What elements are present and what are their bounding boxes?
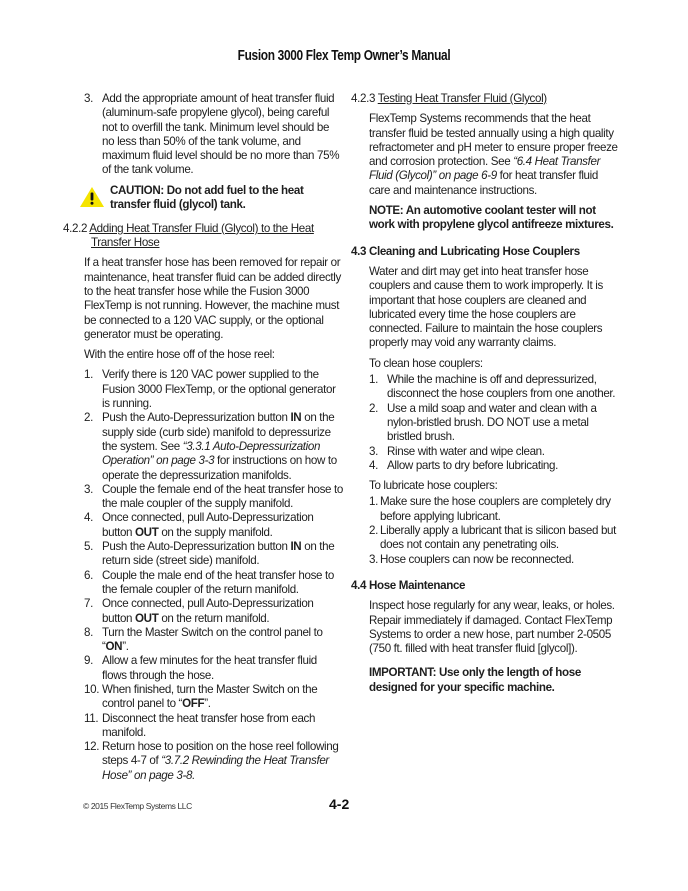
section-number: 4.2.3 bbox=[351, 92, 376, 105]
step-text: Verify there is 120 VAC power supplied to the Fusion 3000 FlexTemp, or the optional generator is running. bbox=[102, 368, 336, 411]
step-bold: OUT bbox=[135, 525, 159, 539]
step-text: When finished, turn the Master Switch on the control panel to “ bbox=[102, 682, 318, 711]
step-number: 8. bbox=[84, 625, 93, 639]
step-bold: ON bbox=[105, 640, 123, 654]
list-item bbox=[84, 626, 344, 655]
list-item bbox=[369, 402, 621, 445]
list-item bbox=[84, 92, 344, 178]
step-text: Disconnect the heat transfer hose from each manifold. bbox=[102, 711, 316, 739]
caution-text: CAUTION: Do not add fuel to the heat transfer fluid (glycol) tank. bbox=[110, 183, 304, 211]
steps-lead: With the entire hose off of the hose reel: bbox=[84, 348, 275, 362]
list-item bbox=[84, 597, 344, 626]
list-item bbox=[84, 411, 344, 482]
section-body bbox=[369, 112, 621, 198]
section-intro: Water and dirt may get into heat transfer hose couplers and cause them to work improperly. It is important that hose couplers are cleaned and lubricated every time the hose couplers are connected. Failure to maintain the hose couplers properly may void any warranty claims. bbox=[369, 264, 603, 350]
step-number: 2. bbox=[369, 524, 378, 538]
section-body: Inspect hose regularly for any wear, leaks, or holes. Repair immediately if damaged. Contact FlexTemp Systems to order a new hose, part number 2-0505 (750 ft. filled with heat transfer fluid [glycol]). bbox=[369, 599, 615, 656]
step-text: ”. bbox=[204, 697, 211, 711]
step-text: on the return manifold. bbox=[158, 611, 270, 625]
step-bold: OFF bbox=[182, 697, 205, 711]
step-number: 1. bbox=[369, 373, 378, 387]
step-text: Make sure the hose couplers are completely dry before applying lubricant. bbox=[380, 495, 611, 523]
step-text: Push the Auto-Depressurization button bbox=[102, 411, 291, 425]
step-text: Add the appropriate amount of heat transfer fluid (aluminum-safe propylene glycol), being careful not to overfill the tank. Minimum level should be no less than 50% of the tank volume, and maximum fluid level should be no more than 75% of the tank volume. bbox=[102, 92, 340, 177]
step-text: Once connected, pull Auto-Depressurization button bbox=[102, 597, 314, 625]
note-text: NOTE: An automotive coolant tester will not work with propylene glycol antifreeze mixtures. bbox=[369, 204, 614, 232]
step-number: 1. bbox=[369, 495, 378, 509]
step-number: 2. bbox=[84, 411, 93, 425]
section-4-2-3-heading bbox=[351, 92, 621, 106]
cross-reference-link[interactable]: “3.7.2 Rewinding the Heat Transfer Hose” on page 3-8. bbox=[102, 754, 329, 782]
section-number: 4.2.2 bbox=[63, 221, 88, 235]
clean-steps bbox=[369, 373, 621, 473]
step-bold: IN bbox=[290, 411, 302, 425]
list-item bbox=[84, 683, 344, 712]
list-item bbox=[369, 553, 621, 567]
list-item bbox=[369, 459, 621, 473]
list-item bbox=[369, 524, 621, 553]
footer-page-number: 4-2 bbox=[329, 796, 350, 812]
step-text: Return hose to position on the hose reel following steps 4-7 of bbox=[102, 740, 339, 768]
step-text: Once connected, pull Auto-Depressurization button bbox=[102, 511, 314, 539]
section-4-3-heading: 4.3 Cleaning and Lubricating Hose Couplers bbox=[351, 244, 580, 258]
step-number: 10. bbox=[84, 682, 100, 696]
section-4-4-heading: 4.4 Hose Maintenance bbox=[351, 578, 466, 592]
step-text: for instructions on how to operate the depressurization manifolds. bbox=[102, 454, 337, 482]
clean-lead: To clean hose couplers: bbox=[369, 356, 483, 370]
step-bold: IN bbox=[290, 540, 302, 554]
step-text: on the supply side (curb side) manifold to depressurize the system. See bbox=[102, 411, 335, 453]
add-fluid-steps bbox=[84, 368, 344, 783]
left-column bbox=[63, 92, 344, 783]
page-title: Fusion 3000 Flex Temp Owner’s Manual bbox=[237, 48, 451, 64]
step-number: 11. bbox=[84, 711, 99, 725]
step-number: 6. bbox=[84, 568, 93, 582]
footer-copyright: © 2015 FlexTemp Systems LLC bbox=[83, 801, 192, 811]
step-text: on the return side (street side) manifold. bbox=[102, 540, 335, 568]
warning-triangle-icon bbox=[80, 187, 104, 207]
section-4-2-2-heading bbox=[63, 222, 344, 251]
list-item bbox=[84, 712, 344, 741]
list-item bbox=[84, 511, 344, 540]
step-text: Hose couplers can now be reconnected. bbox=[380, 552, 574, 566]
cross-reference-link[interactable]: “3.3.1 Auto-Depressurization Operation” on page 3-3 bbox=[102, 439, 321, 468]
important-text: IMPORTANT: Use only the length of hose designed for your specific machine. bbox=[369, 666, 581, 694]
body-text: FlexTemp Systems recommends that the heat transfer fluid be tested annually using a high quality refractometer and pH meter to ensure proper freeze and corrosion protection. See bbox=[369, 112, 618, 169]
list-item bbox=[369, 373, 621, 402]
step-text: Couple the male end of the heat transfer hose to the female coupler of the return manifold. bbox=[102, 568, 334, 596]
caution-callout bbox=[84, 184, 344, 212]
step-bold: OUT bbox=[135, 611, 159, 625]
step-text: Turn the Master Switch on the control panel to “ bbox=[102, 625, 323, 654]
cross-reference-link[interactable]: “6.4 Heat Transfer Fluid (Glycol)” on page 6-9 bbox=[369, 155, 601, 183]
list-item bbox=[84, 740, 344, 783]
list-item bbox=[84, 654, 344, 683]
step-number: 4. bbox=[369, 458, 378, 472]
lubricate-steps bbox=[369, 495, 621, 566]
section-title: Adding Heat Transfer Fluid (Glycol) to the Heat bbox=[89, 221, 314, 235]
body-text: for heat transfer fluid care and maintenance instructions. bbox=[369, 169, 598, 197]
list-item bbox=[84, 483, 344, 512]
step-text: Allow parts to dry before lubricating. bbox=[387, 458, 559, 472]
step-text: Liberally apply a lubricant that is silicon based but does not contain any penetrating oils. bbox=[380, 524, 617, 552]
step-text: Push the Auto-Depressurization button bbox=[102, 540, 291, 554]
section-title-cont: Transfer Hose bbox=[91, 236, 160, 250]
step-text: Rinse with water and wipe clean. bbox=[387, 444, 545, 458]
step-text: on the supply manifold. bbox=[158, 525, 273, 539]
right-column bbox=[351, 92, 621, 701]
list-item bbox=[84, 540, 344, 569]
step-number: 3. bbox=[84, 92, 93, 105]
lubricate-lead: To lubricate hose couplers: bbox=[369, 479, 498, 493]
list-item bbox=[84, 368, 344, 411]
fill-tank-steps bbox=[84, 92, 344, 178]
step-number: 4. bbox=[84, 511, 93, 525]
section-title: Testing Heat Transfer Fluid (Glycol) bbox=[377, 92, 547, 105]
step-number: 2. bbox=[369, 401, 378, 415]
list-item bbox=[369, 445, 621, 459]
section-intro: If a heat transfer hose has been removed for repair or maintenance, heat transfer fluid can be added directly to the heat transfer hose while the Fusion 3000 FlexTemp is not running. However, the machine must be connected to a 120 VAC supply, or the optional generator must be operating. bbox=[84, 256, 341, 341]
step-number: 12. bbox=[84, 740, 100, 754]
step-number: 5. bbox=[84, 540, 93, 554]
step-text: Allow a few minutes for the heat transfer fluid flows through the hose. bbox=[102, 654, 317, 682]
step-text: While the machine is off and depressurized, disconnect the hose couplers from one another. bbox=[387, 373, 616, 401]
step-number: 3. bbox=[369, 444, 378, 458]
step-number: 3. bbox=[84, 482, 93, 496]
list-item bbox=[84, 569, 344, 598]
step-number: 1. bbox=[84, 368, 93, 382]
step-text: ”. bbox=[122, 640, 129, 654]
step-text: Use a mild soap and water and clean with a nylon-bristled brush. DO NOT use a metal bristled brush. bbox=[387, 401, 597, 444]
step-number: 7. bbox=[84, 597, 93, 611]
step-number: 3. bbox=[369, 552, 378, 566]
step-text: Couple the female end of the heat transfer hose to the male coupler of the supply manifold. bbox=[102, 482, 343, 511]
step-number: 9. bbox=[84, 654, 93, 668]
list-item bbox=[369, 495, 621, 524]
